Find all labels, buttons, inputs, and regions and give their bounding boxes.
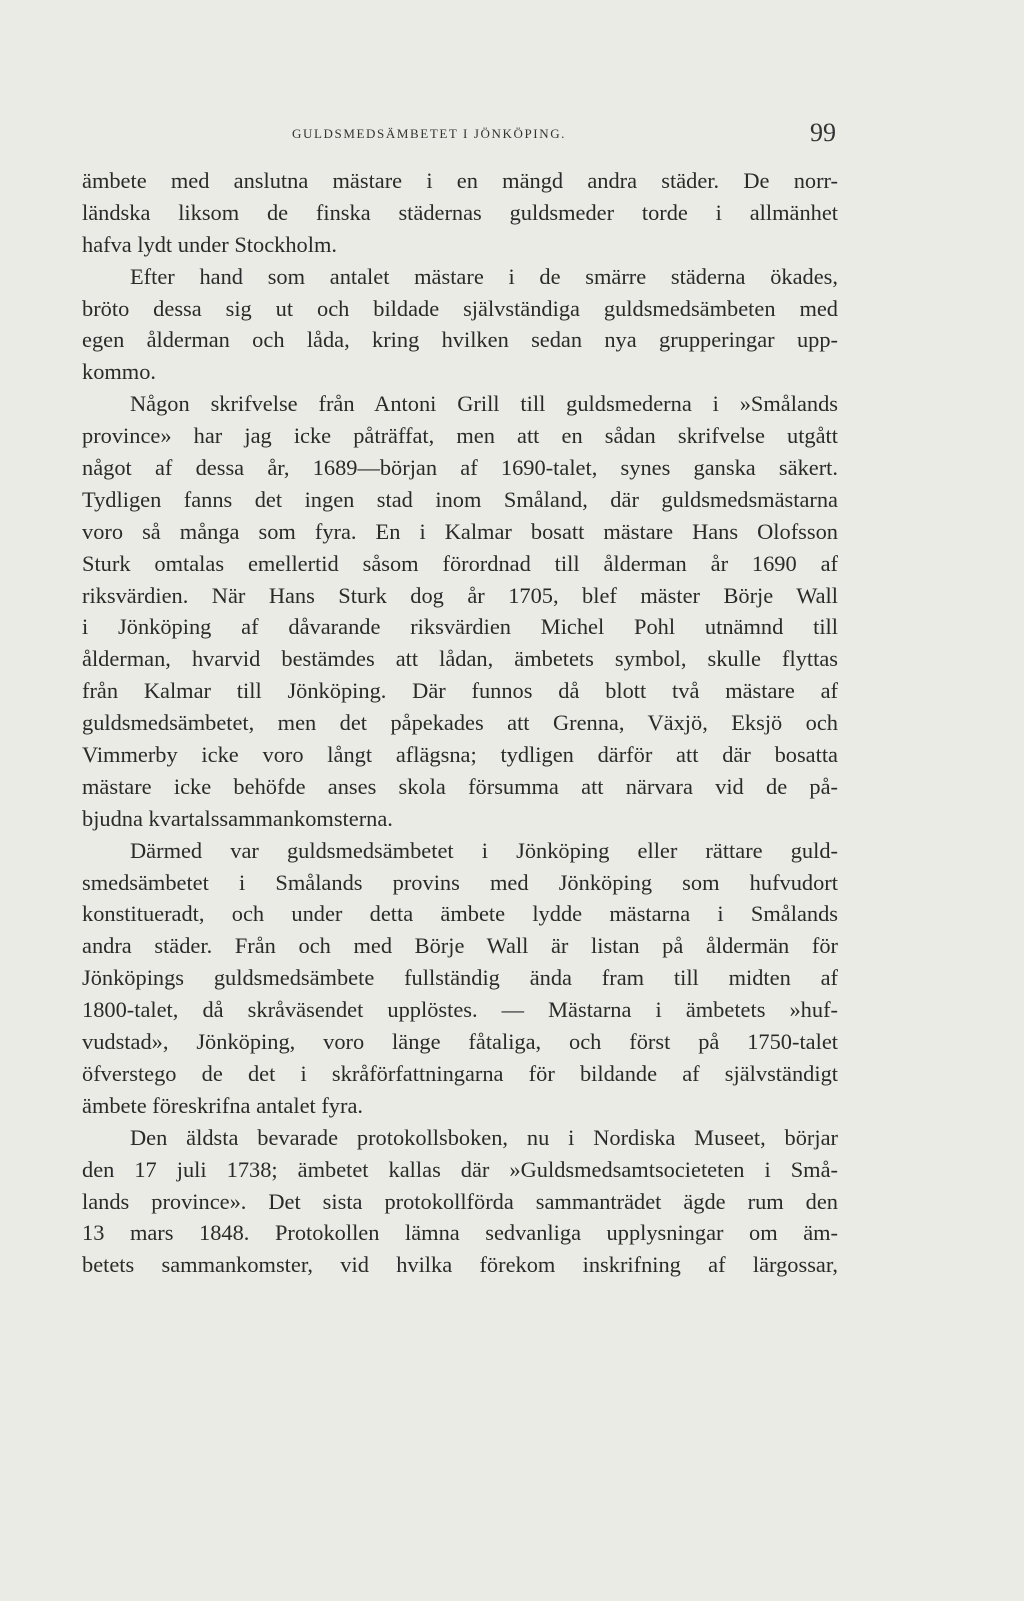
text-line: kommo.	[82, 359, 157, 385]
text-line: 1800-talet, då skråväsendet upplöstes. — Mästarna i ämbetets »huf-	[82, 997, 838, 1023]
text-line: Därmed var guldsmedsämbetet i Jönköping eller rättare guld-	[130, 837, 838, 863]
page-number: 99	[810, 118, 836, 147]
body-text	[82, 165, 838, 1281]
running-head: GULDSMEDSÄMBETET I JÖNKÖPING.	[292, 126, 567, 141]
text-line: bjudna kvartalssammankomsterna.	[82, 805, 393, 831]
text-line: Efter hand som antalet mästare i de smärre städerna ökades,	[130, 263, 838, 289]
text-line: lands province». Det sista protokollförda sammanträdet ägde rum den	[82, 1188, 838, 1214]
text-line: betets sammankomster, vid hvilka förekom inskrifning af lärgossar,	[82, 1252, 838, 1278]
text-line: ämbete med anslutna mästare i en mängd andra städer. De norr-	[82, 168, 838, 193]
text-line: öfverstego de det i skråförfattningarna för bildande af självständigt	[82, 1060, 838, 1086]
text-line: Tydligen fanns det ingen stad inom Småland, där guldsmedsmästarna	[82, 486, 838, 512]
text-line: Vimmerby icke voro långt aflägsna; tydligen därför att där bosatta	[82, 742, 838, 768]
text-line: den 17 juli 1738; ämbetet kallas där »Guldsmedsamtsocieteten i Små-	[82, 1156, 838, 1182]
text-line: Någon skrifvelse från Antoni Grill till guldsmederna i »Smålands	[130, 391, 838, 417]
text-line: ländska liksom de finska städernas guldsmeder torde i allmänhet	[82, 199, 838, 225]
text-line: bröto dessa sig ut och bildade självständiga guldsmedsämbeten med	[82, 295, 838, 321]
text-line: vudstad», Jönköping, voro länge fåtaliga, och först på 1750-talet	[82, 1029, 838, 1055]
text-line: 13 mars 1848. Protokollen lämna sedvanliga upplysningar om äm-	[82, 1220, 838, 1246]
text-line: voro så många som fyra. En i Kalmar bosatt mästare Hans Olofsson	[82, 518, 838, 544]
text-line: ämbete föreskrifna antalet fyra.	[82, 1092, 363, 1118]
page-header	[80, 118, 840, 158]
text-line: något af dessa år, 1689—början af 1690-talet, synes ganska säkert.	[82, 455, 838, 481]
text-line: Den äldsta bevarade protokollsboken, nu i Nordiska Museet, börjar	[130, 1124, 838, 1150]
text-line: Jönköpings guldsmedsämbete fullständig ända fram till midten af	[82, 965, 838, 991]
text-line: riksvärdien. När Hans Sturk dog år 1705, blef mäster Börje Wall	[82, 582, 838, 608]
text-line: andra städer. Från och med Börje Wall är listan på åldermän för	[82, 933, 838, 959]
text-line: Sturk omtalas emellertid såsom förordnad till ålderman år 1690 af	[82, 550, 838, 576]
text-line: från Kalmar till Jönköping. Där funnos då blott två mästare af	[82, 678, 838, 704]
text-line: smedsämbetet i Smålands provins med Jönköping som hufvudort	[82, 869, 838, 895]
text-line: hafva lydt under Stockholm.	[82, 231, 337, 257]
text-line: egen ålderman och låda, kring hvilken sedan nya grupperingar upp-	[82, 327, 838, 353]
text-line: i Jönköping af dåvarande riksvärdien Michel Pohl utnämnd till	[82, 614, 838, 640]
text-line: mästare icke behöfde anses skola försumma att närvara vid de på-	[82, 773, 838, 799]
text-line: guldsmedsämbetet, men det påpekades att Grenna, Växjö, Eksjö och	[82, 710, 838, 736]
text-line: konstitueradt, och under detta ämbete lydde mästarna i Smålands	[82, 901, 838, 927]
text-line: ålderman, hvarvid bestämdes att lådan, ämbetets symbol, skulle flyttas	[82, 646, 838, 672]
text-line: province» har jag icke påträffat, men att en sådan skrifvelse utgått	[82, 423, 838, 449]
